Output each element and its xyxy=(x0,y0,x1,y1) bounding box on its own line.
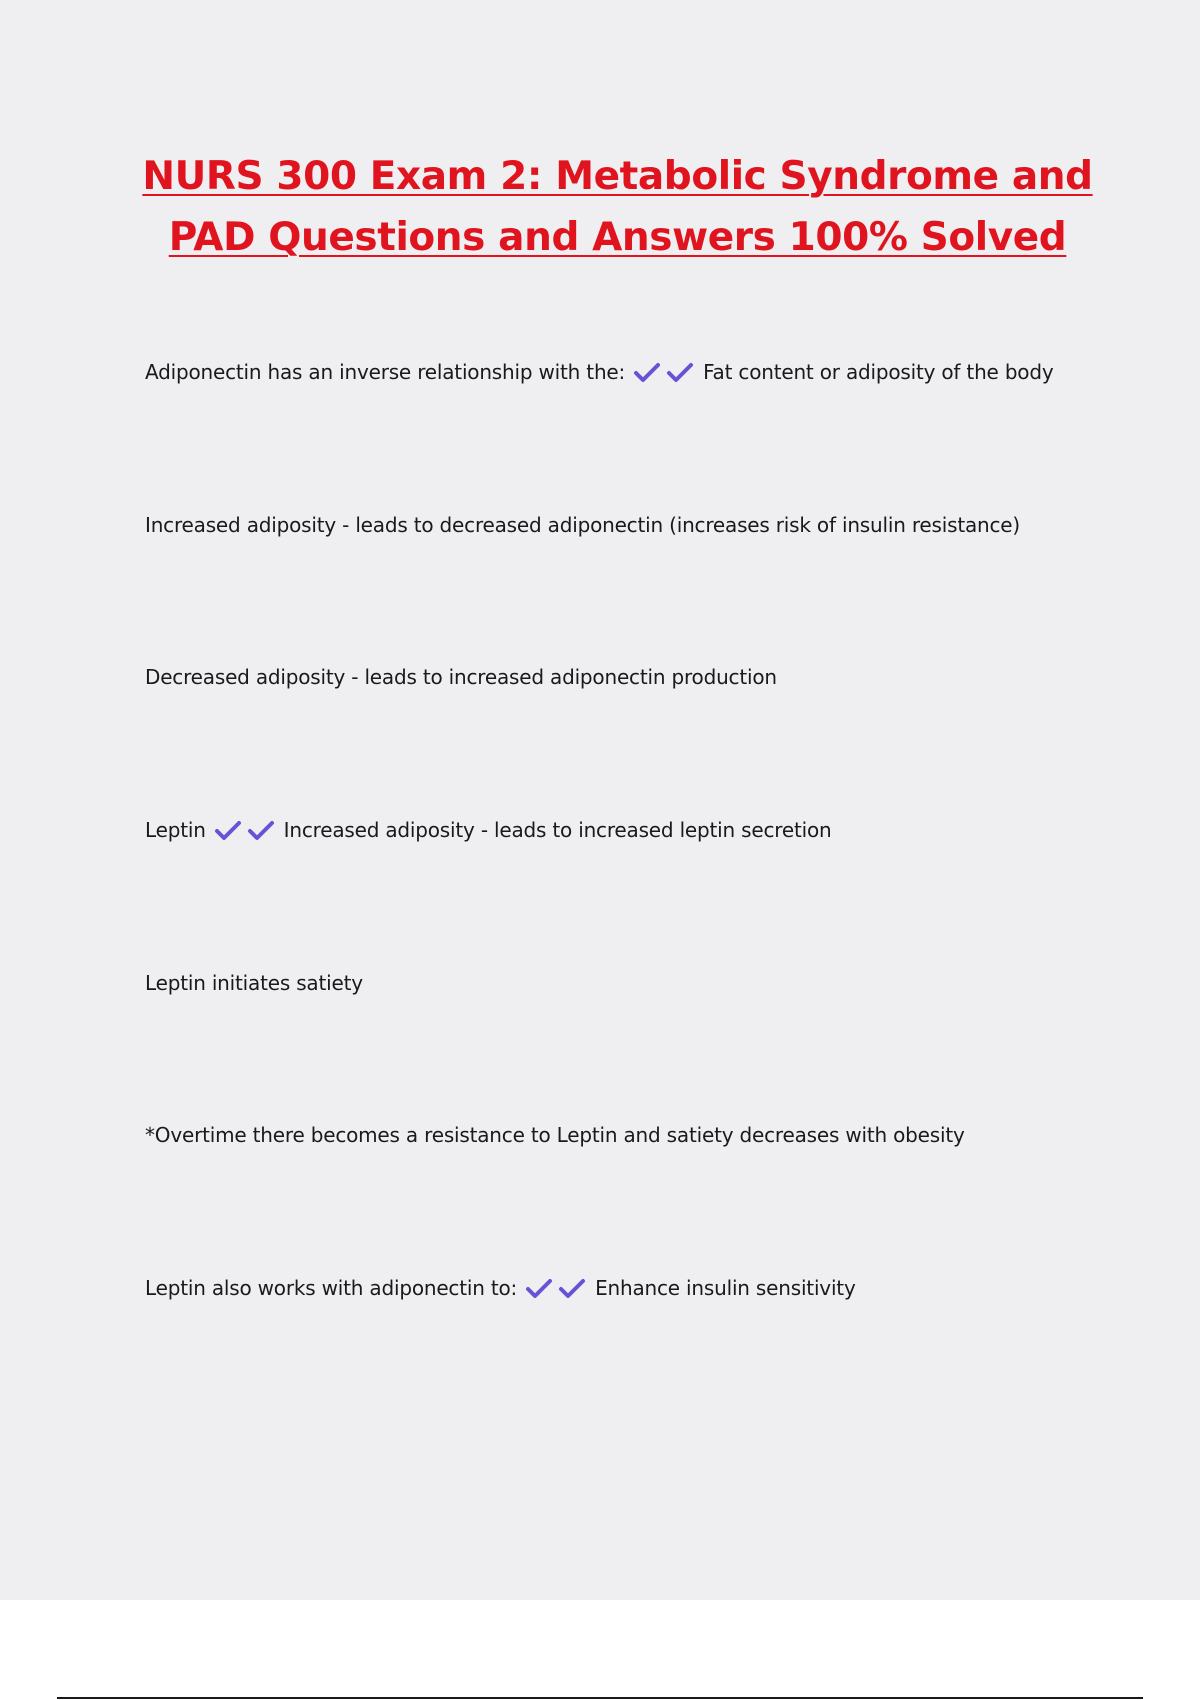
note-entry-6: *Overtime there becomes a resistance to Leptin and satiety decreases with obesity xyxy=(145,1123,965,1147)
qa-entry-1 xyxy=(145,359,1053,389)
qa-entry-7 xyxy=(145,1275,856,1305)
title-line-2: PAD Questions and Answers 100% Solved xyxy=(168,215,1067,260)
double-checkmark-icon xyxy=(214,819,280,847)
note-entry-2: Increased adiposity - leads to decreased adiponectin (increases risk of insulin resistance) xyxy=(145,513,1020,537)
answer-text: Increased adiposity - leads to increased leptin secretion xyxy=(283,818,832,842)
question-text: Adiponectin has an inverse relationship with the: xyxy=(145,360,626,384)
question-text: Leptin xyxy=(145,818,206,842)
double-checkmark-icon xyxy=(525,1277,591,1305)
question-text: Leptin also works with adiponectin to: xyxy=(145,1276,518,1300)
document-title xyxy=(100,146,1135,268)
note-entry-5: Leptin initiates satiety xyxy=(145,971,363,995)
note-entry-3: Decreased adiposity - leads to increased adiponectin production xyxy=(145,665,777,689)
answer-text: Enhance insulin sensitivity xyxy=(595,1276,856,1300)
qa-entry-4 xyxy=(145,817,831,847)
answer-text: Fat content or adiposity of the body xyxy=(703,360,1054,384)
double-checkmark-icon xyxy=(633,361,699,389)
title-line-1: NURS 300 Exam 2: Metabolic Syndrome and xyxy=(142,154,1093,199)
footer-divider xyxy=(57,1697,1143,1699)
